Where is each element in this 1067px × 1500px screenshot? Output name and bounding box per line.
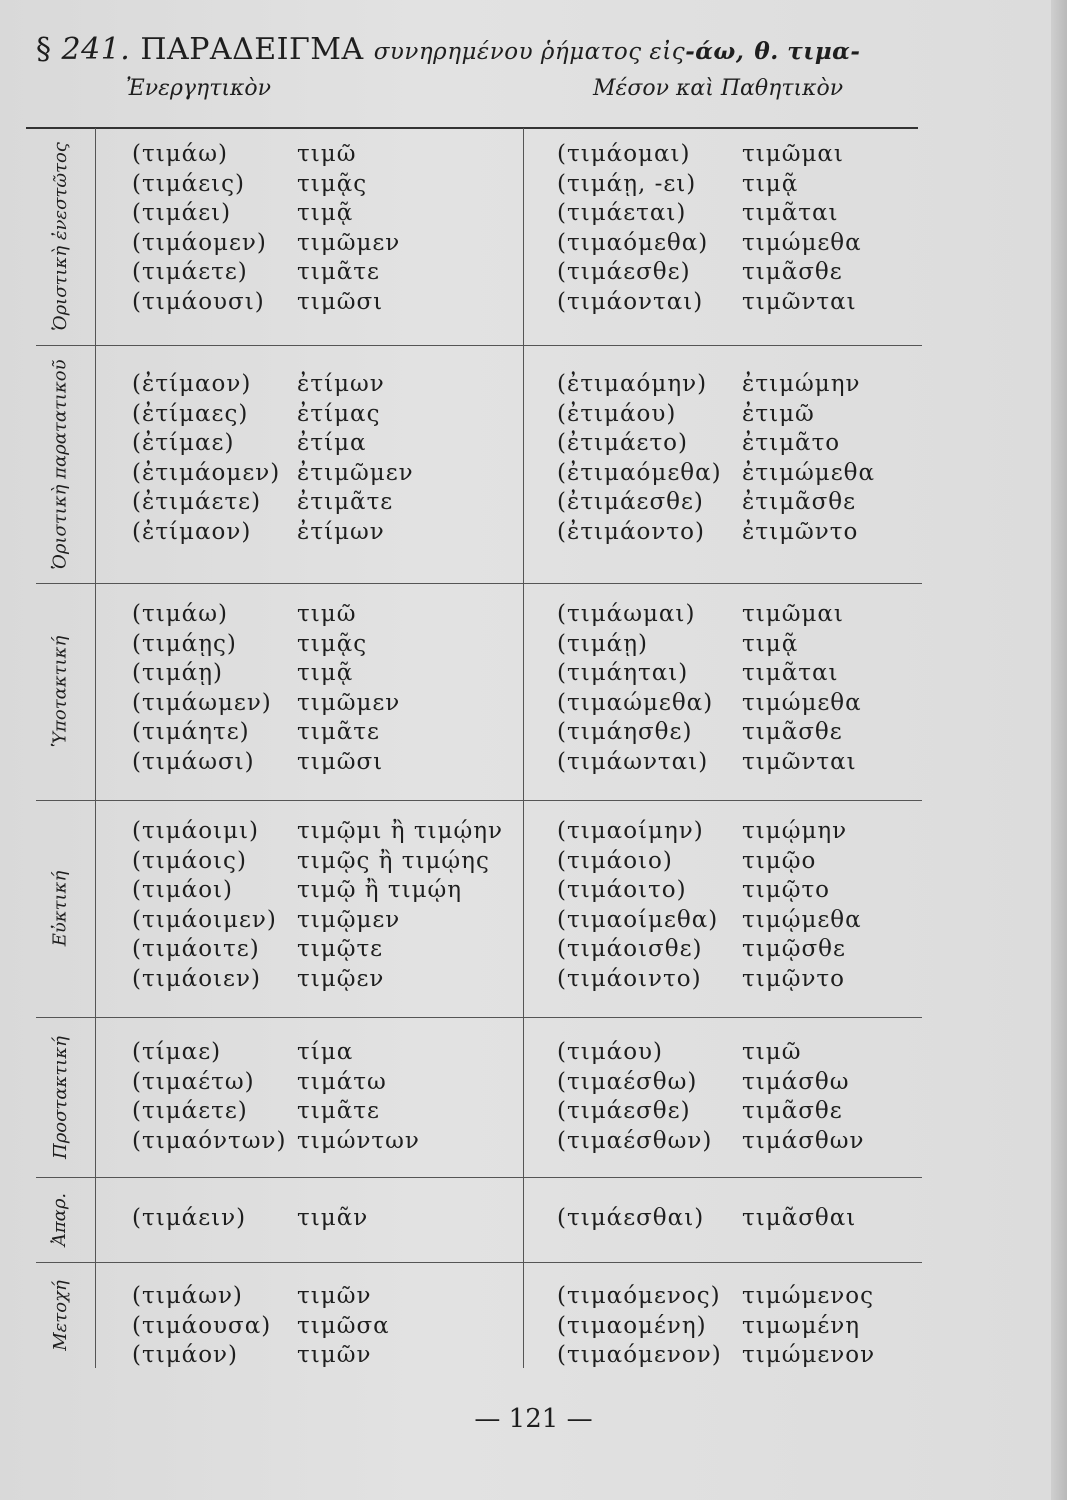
form-mp-open: (ἐτιμάετο) [557, 430, 688, 456]
form-active-open: (τιμάῃ) [132, 660, 223, 686]
form-mp-contract: τιμῷντο [742, 965, 845, 992]
form-mp-contract: ἐτιμώμεθα [742, 459, 876, 486]
form-mp-contract: τιμᾶσθε [742, 1098, 843, 1124]
form-active-contract: τιμῶν [297, 1283, 372, 1309]
form-mp-open: (τιμάῃ) [557, 630, 648, 657]
voice-column-rule [523, 128, 524, 1368]
form-mp-contract: τιμώμεθα [742, 229, 862, 256]
form-mp-open: (τιμάου) [557, 1039, 663, 1065]
form-active-contract: τιμῷτε [297, 936, 384, 962]
section-divider [36, 800, 922, 801]
form-mp-open: (τιμαοίμην) [557, 818, 704, 844]
heading-theme: θ. τιμα- [754, 38, 861, 65]
form-mp-contract: τιμωμένη [742, 1312, 861, 1339]
mood-label-text: Προστακτική [49, 1035, 71, 1159]
form-mp-contract: τιμῷσθε [742, 936, 846, 962]
form-active-contract: τιμῷμεν [297, 906, 401, 933]
active-open-column [132, 1038, 286, 1156]
form-active-open: (τιμάοιμι) [132, 818, 259, 844]
page-number: — 121 — [474, 1404, 593, 1434]
form-mp-open: (τιμάονται) [557, 288, 704, 315]
form-mp-contract: τιμῷτο [742, 877, 831, 903]
active-open-column [132, 370, 280, 547]
form-mp-contract: τιμῶνται [742, 748, 857, 775]
active-contract-column [297, 370, 414, 547]
form-mp-contract: ἐτιμᾶτο [742, 430, 841, 456]
mp-open-column [557, 1282, 722, 1371]
active-contract-column [297, 1282, 390, 1371]
mp-contract-column [742, 140, 862, 317]
form-mp-contract: ἐτιμῶ [742, 400, 815, 427]
form-mp-contract: ἐτιμώμην [742, 371, 861, 397]
form-active-contract: τιμῶμεν [297, 689, 401, 716]
active-open-column [132, 600, 272, 777]
form-active-contract: ἐτίμων [297, 518, 385, 545]
form-active-open: (τιμάον) [132, 1342, 238, 1368]
form-mp-contract: τιμᾶσθε [742, 259, 843, 285]
mood-label [46, 1017, 74, 1177]
form-active-open: (τιμάουσι) [132, 288, 265, 315]
form-active-contract: τιμῶ [297, 601, 357, 627]
form-active-open: (τιμάειν) [132, 1205, 247, 1231]
form-active-open: (τιμάωσι) [132, 748, 255, 775]
form-mp-open: (τιμαομένη) [557, 1312, 707, 1339]
middle-passive-voice-label: Μέσον καὶ Παθητικὸν [593, 76, 844, 101]
form-active-open: (τιμάοιτε) [132, 936, 260, 962]
form-active-contract: τιμῷεν [297, 965, 385, 992]
section-divider [36, 1017, 922, 1018]
mood-label-text: Εὐκτική [49, 870, 71, 947]
mp-contract-column [742, 1204, 856, 1234]
active-contract-column [297, 140, 400, 317]
mood-label [46, 345, 74, 583]
form-mp-contract: τιμῶνται [742, 288, 857, 315]
form-active-open: (τιμάων) [132, 1283, 243, 1309]
mood-label-text: Ὁριστικὴ ἐνεστῶτος [49, 142, 71, 331]
mp-open-column [557, 1038, 712, 1156]
active-voice-label: Ἐνεργητικὸν [126, 76, 272, 101]
mp-contract-column [742, 1282, 875, 1371]
mp-open-column [557, 1204, 704, 1234]
form-mp-contract: τιμᾶσθαι [742, 1205, 857, 1231]
form-active-contract: τιμᾶτε [297, 259, 380, 285]
form-mp-open: (ἐτιμαόμεθα) [557, 459, 722, 486]
form-mp-contract: τιμώμεθα [742, 689, 862, 716]
mood-label [46, 583, 74, 800]
form-active-open: (ἐτιμάετε) [132, 489, 262, 515]
form-active-contract: τιμῷς ἢ τιμῴης [297, 847, 490, 874]
form-active-open: (τιμάοις) [132, 847, 247, 874]
form-active-contract: τιμῶ [297, 141, 357, 167]
section-divider [36, 1177, 922, 1178]
form-mp-open: (ἐτιμάου) [557, 400, 677, 427]
form-active-contract: τιμῶν [297, 1342, 372, 1368]
section-mark: § [36, 32, 52, 67]
form-active-open: (τιμάοι) [132, 877, 234, 903]
form-mp-contract: τιμᾶται [742, 660, 839, 686]
form-active-open: (τιμάοιεν) [132, 965, 261, 992]
form-active-contract: τίμα [297, 1039, 354, 1065]
form-mp-contract: ἐτιμᾶσθε [742, 489, 857, 515]
form-mp-open: (τιμάεσθε) [557, 1098, 691, 1124]
form-active-contract: ἐτιμῶμεν [297, 459, 414, 486]
mp-open-column [557, 600, 713, 777]
form-active-open: (τιμάετε) [132, 1098, 248, 1124]
active-contract-column [297, 817, 503, 994]
form-active-open: (ἐτίμαον) [132, 371, 252, 397]
active-open-column [132, 140, 267, 317]
form-active-open: (τιμάομεν) [132, 229, 267, 256]
form-active-contract: τιμῶσα [297, 1312, 390, 1339]
form-mp-open: (τιμαέσθω) [557, 1068, 698, 1095]
form-active-open: (ἐτίμαον) [132, 518, 252, 545]
mood-label [46, 800, 74, 1017]
form-active-open: (τιμάεις) [132, 170, 245, 197]
form-active-open: (τιμάωμεν) [132, 689, 272, 716]
form-mp-contract: τιμᾶται [742, 200, 839, 226]
mood-label [46, 128, 74, 345]
form-mp-open: (τιμάησθε) [557, 719, 693, 745]
mp-open-column [557, 140, 708, 317]
form-mp-contract: τιμᾷ [742, 630, 799, 657]
form-mp-contract: τιμῶμαι [742, 141, 844, 167]
section-heading [36, 32, 860, 67]
form-mp-open: (ἐτιμάοντο) [557, 518, 705, 545]
form-mp-open: (τιμαοίμεθα) [557, 906, 719, 933]
form-active-contract: ἐτίμας [297, 400, 381, 427]
form-active-contract: τιμάτω [297, 1068, 387, 1095]
section-divider [36, 583, 922, 584]
form-mp-open: (τιμάοιντο) [557, 965, 702, 992]
form-active-contract: τιμῶσι [297, 748, 384, 775]
form-active-contract: τιμᾷ [297, 660, 354, 686]
form-active-contract: ἐτίμα [297, 430, 367, 456]
mood-label-text: Ὁριστικὴ παρατατικοῦ [49, 358, 71, 570]
form-mp-open: (ἐτιμάεσθε) [557, 489, 704, 515]
label-column-rule [95, 128, 96, 1368]
form-mp-contract: τιμῴμεθα [742, 906, 862, 933]
form-active-open: (τίμαε) [132, 1039, 222, 1065]
mp-contract-column [742, 600, 862, 777]
form-mp-open: (τιμαόμενος) [557, 1283, 721, 1309]
form-active-open: (τιμάῃς) [132, 630, 237, 657]
form-mp-open: (τιμάοισθε) [557, 936, 703, 962]
form-mp-contract: τιμῷο [742, 847, 817, 874]
form-mp-contract: τιμῶμαι [742, 601, 844, 627]
form-active-open: (τιμαέτω) [132, 1068, 255, 1095]
active-open-column [132, 1204, 246, 1234]
mood-label-text: Ὑποτακτική [49, 635, 71, 748]
mood-label [46, 1177, 74, 1262]
mp-contract-column [742, 1038, 865, 1156]
active-open-column [132, 1282, 271, 1371]
active-open-column [132, 817, 277, 994]
page-edge-shadow [1051, 0, 1067, 1500]
form-active-contract: ἐτίμων [297, 371, 385, 397]
form-active-contract: τιμᾷ [297, 200, 354, 226]
form-active-open: (τιμάω) [132, 141, 228, 167]
section-number: 241. [61, 32, 131, 67]
active-contract-column [297, 1038, 420, 1156]
form-mp-open: (τιμάοιτο) [557, 877, 687, 903]
form-active-contract: τιμῶσι [297, 288, 384, 315]
form-mp-contract: τιμώμενος [742, 1283, 875, 1309]
form-mp-open: (τιμάομαι) [557, 141, 691, 167]
form-active-contract: τιμᾶν [297, 1205, 369, 1231]
form-mp-open: (τιμάωνται) [557, 748, 709, 775]
form-active-open: (τιμαόντων) [132, 1127, 287, 1154]
form-active-open: (ἐτιμάομεν) [132, 459, 281, 486]
section-divider [36, 345, 922, 346]
form-mp-contract: τιμᾷ [742, 170, 799, 197]
form-mp-contract: τιμάσθω [742, 1068, 850, 1095]
form-mp-contract: τιμῴμην [742, 818, 848, 844]
form-active-contract: τιμᾶτε [297, 1098, 380, 1124]
form-active-contract: ἐτιμᾶτε [297, 489, 394, 515]
form-mp-contract: ἐτιμῶντο [742, 518, 859, 545]
heading-caps: ΠΑΡΑΔΕΙΓΜΑ [140, 32, 364, 67]
active-contract-column [297, 1204, 368, 1234]
form-active-contract: τιμᾷς [297, 630, 368, 657]
form-active-open: (ἐτίμαε) [132, 430, 235, 456]
form-mp-contract: τιμώμενον [742, 1342, 876, 1368]
form-mp-open: (τιμάοιο) [557, 847, 673, 874]
form-active-open: (τιμάουσα) [132, 1312, 272, 1339]
form-active-open: (τιμάω) [132, 601, 228, 627]
mood-label-text: Μετοχή [49, 1279, 71, 1351]
form-active-contract: τιμῷμι ἢ τιμῴην [297, 818, 504, 844]
mood-label [46, 1262, 74, 1368]
form-active-contract: τιμᾷς [297, 170, 368, 197]
top-rule [26, 127, 918, 129]
form-active-open: (ἐτίμαες) [132, 400, 249, 427]
mp-contract-column [742, 817, 862, 994]
heading-ending: -άω, [685, 38, 745, 65]
form-active-contract: τιμῶμεν [297, 229, 401, 256]
form-active-contract: τιμώντων [297, 1127, 420, 1154]
form-active-contract: τιμᾶτε [297, 719, 380, 745]
form-active-open: (τιμάητε) [132, 719, 250, 745]
form-mp-open: (τιμαέσθων) [557, 1127, 713, 1154]
form-mp-contract: τιμῶ [742, 1039, 802, 1065]
form-mp-open: (τιμαόμενον) [557, 1342, 722, 1368]
active-contract-column [297, 600, 400, 777]
form-mp-open: (τιμάεσθαι) [557, 1205, 705, 1231]
heading-rest: συνηρημένου ῥήματος εἰς [373, 39, 686, 65]
form-mp-open: (τιμαόμεθα) [557, 229, 709, 256]
form-mp-open: (ἐτιμαόμην) [557, 371, 708, 397]
form-mp-open: (τιμάῃ, -ει) [557, 170, 697, 197]
form-active-contract: τιμῷ ἢ τιμῴη [297, 877, 463, 903]
form-mp-open: (τιμάεται) [557, 200, 687, 226]
mp-contract-column [742, 370, 875, 547]
form-mp-contract: τιμᾶσθε [742, 719, 843, 745]
form-active-open: (τιμάετε) [132, 259, 248, 285]
form-mp-open: (τιμάωμαι) [557, 601, 696, 627]
mp-open-column [557, 817, 718, 994]
form-active-open: (τιμάει) [132, 200, 232, 226]
form-mp-open: (τιμαώμεθα) [557, 689, 714, 716]
form-active-open: (τιμάοιμεν) [132, 906, 277, 933]
mood-label-text: Ἀπαρ. [49, 1192, 71, 1247]
form-mp-open: (τιμάεσθε) [557, 259, 691, 285]
form-mp-contract: τιμάσθων [742, 1127, 865, 1154]
form-mp-open: (τιμάηται) [557, 660, 689, 686]
mp-open-column [557, 370, 722, 547]
section-divider [36, 1262, 922, 1263]
